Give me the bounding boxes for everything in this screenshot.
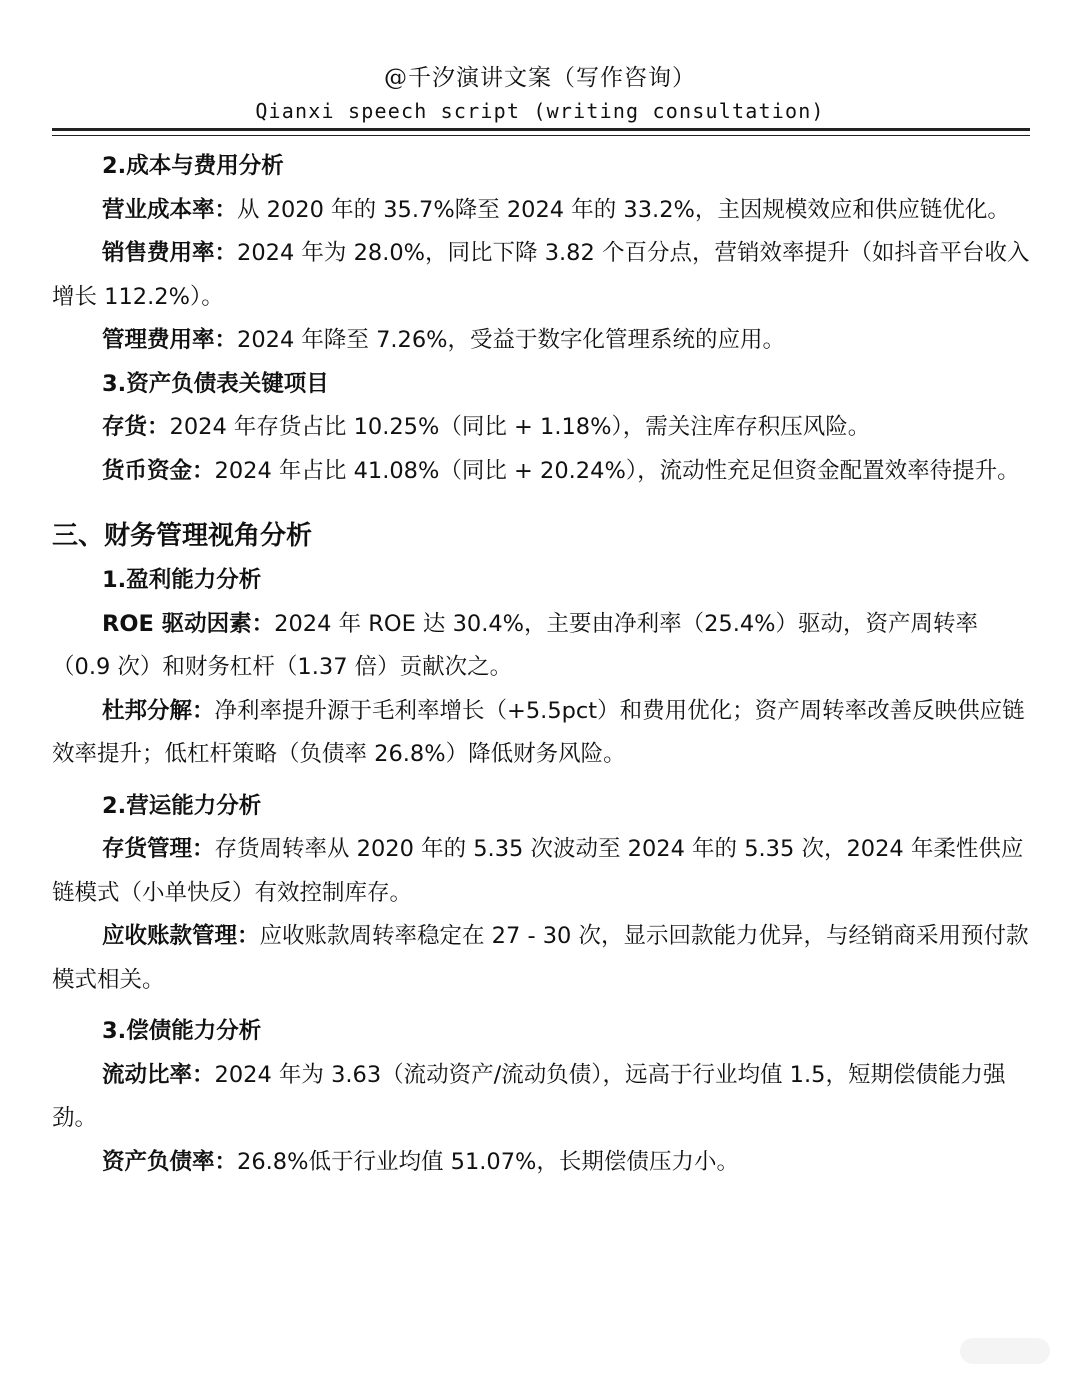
inventory-text: 2024 年存货占比 10.25%（同比 + 1.18%），需关注库存积压风险。 [169, 414, 871, 440]
watermark-badge [960, 1338, 1050, 1364]
debt-ratio-text: 26.8%低于行业均值 51.07%，长期偿债压力小。 [237, 1148, 739, 1175]
dupont-label: 杜邦分解： [102, 697, 215, 724]
debt-ratio-label: 资产负债率： [102, 1148, 238, 1175]
sales-expense-label: 销售费用率： [102, 240, 238, 266]
cash-paragraph [52, 450, 1030, 494]
cost-label: 营业成本率： [102, 196, 238, 223]
header-title-cn: @千汐演讲文案（写作咨询） [384, 65, 696, 91]
header-rule-thin [52, 135, 1030, 136]
document-header [0, 62, 1080, 126]
document-body [52, 145, 1030, 1184]
profitability-heading: 1.盈利能力分析 [102, 567, 262, 593]
section-three-heading: 三、财务管理视角分析 [52, 521, 313, 551]
admin-expense-text: 2024 年降至 7.26%，受益于数字化管理系统的应用。 [237, 327, 786, 353]
current-ratio-label: 流动比率： [102, 1061, 215, 1088]
cash-text: 2024 年占比 41.08%（同比 + 20.24%），流动性充足但资金配置效率待提升。 [214, 457, 1020, 484]
dupont-paragraph [52, 690, 1030, 777]
sales-expense-paragraph [52, 232, 1030, 319]
sales-expense-text: 2024 年为 28.0%，同比下降 3.82 个百分点，营销效率提升（如抖音平台收入增长 112.2%）。 [52, 240, 1030, 310]
header-rule-thick [52, 128, 1030, 131]
debt-ratio-paragraph [52, 1141, 1030, 1185]
current-ratio-paragraph [52, 1054, 1030, 1141]
inventory-paragraph [52, 406, 1030, 450]
current-ratio-text: 2024 年为 3.63（流动资产/流动负债），远高于行业均值 1.5，短期偿债能力强劲。 [52, 1061, 1006, 1131]
solvency-heading: 3.偿债能力分析 [102, 1018, 262, 1044]
dupont-text: 净利率提升源于毛利率增长（+5.5pct）和费用优化；资产周转率改善反映供应链效率提升；低杠杆策略（负债率 26.8%）降低财务风险。 [52, 697, 1025, 767]
receivables-paragraph [52, 915, 1030, 1002]
inventory-management-label: 存货管理： [102, 836, 215, 862]
inventory-management-paragraph [52, 828, 1030, 915]
inventory-management-text: 存货周转率从 2020 年的 5.35 次波动至 2024 年的 5.35 次，2024 年柔性供应链模式（小单快反）有效控制库存。 [52, 836, 1024, 906]
balance-sheet-heading: 3.资产负债表关键项目 [102, 370, 329, 397]
receivables-label: 应收账款管理： [102, 923, 260, 949]
cost-paragraph [52, 189, 1030, 233]
cash-label: 货币资金： [102, 457, 215, 484]
admin-expense-paragraph [52, 319, 1030, 363]
inventory-label: 存货： [102, 414, 170, 440]
header-title-en: Qianxi speech script (writing consultation) [255, 99, 825, 123]
roe-label: ROE 驱动因素： [102, 610, 275, 637]
receivables-text: 应收账款周转率稳定在 27 - 30 次，显示回款能力优异，与经销商采用预付款模式相关。 [52, 923, 1029, 993]
cost-text: 从 2020 年的 35.7%降至 2024 年的 33.2%，主因规模效应和供应链优化。 [237, 196, 1010, 223]
cost-expense-heading: 2.成本与费用分析 [102, 153, 284, 179]
operation-heading: 2.营运能力分析 [102, 792, 262, 819]
roe-text: 2024 年 ROE 达 30.4%，主要由净利率（25.4%）驱动，资产周转率（0.9 次）和财务杠杆（1.37 倍）贡献次之。 [52, 610, 979, 680]
admin-expense-label: 管理费用率： [102, 327, 238, 353]
roe-paragraph [52, 603, 1030, 690]
